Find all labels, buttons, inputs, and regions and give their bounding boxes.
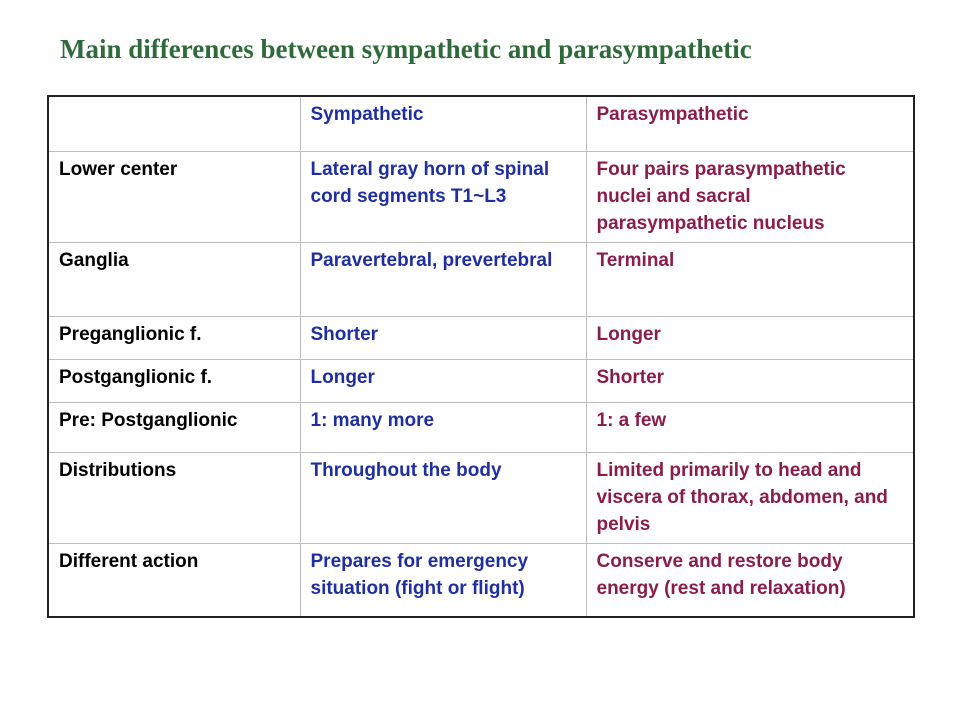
parasympathetic-cell: Four pairs parasympathetic nuclei and sacral parasympathetic nucleus (586, 151, 914, 242)
parasympathetic-cell: 1: a few (586, 402, 914, 452)
row-label: Different action (48, 543, 300, 617)
row-label: Lower center (48, 151, 300, 242)
table-row (48, 359, 914, 402)
sympathetic-cell: Lateral gray horn of spinal cord segments T1~L3 (300, 151, 586, 242)
row-label: Pre: Postganglionic (48, 402, 300, 452)
parasympathetic-cell: Shorter (586, 359, 914, 402)
sympathetic-cell: Throughout the body (300, 452, 586, 543)
header-corner-cell (48, 96, 300, 151)
table-row (48, 452, 914, 543)
table-row (48, 242, 914, 316)
sympathetic-cell: Paravertebral, prevertebral (300, 242, 586, 316)
parasympathetic-cell: Terminal (586, 242, 914, 316)
sympathetic-cell: 1: many more (300, 402, 586, 452)
header-sympathetic: Sympathetic (300, 96, 586, 151)
table-header-row (48, 96, 914, 151)
row-label: Distributions (48, 452, 300, 543)
sympathetic-cell: Prepares for emergency situation (fight or flight) (300, 543, 586, 617)
row-label: Ganglia (48, 242, 300, 316)
comparison-table (47, 95, 915, 618)
table-row (48, 543, 914, 617)
table-row (48, 316, 914, 359)
slide-title: Main differences between sympathetic and parasympathetic (60, 34, 752, 64)
parasympathetic-cell: Limited primarily to head and viscera of thorax, abdomen, and pelvis (586, 452, 914, 543)
sympathetic-cell: Longer (300, 359, 586, 402)
sympathetic-cell: Shorter (300, 316, 586, 359)
header-parasympathetic: Parasympathetic (586, 96, 914, 151)
table-row (48, 402, 914, 452)
row-label: Preganglionic f. (48, 316, 300, 359)
table-row (48, 151, 914, 242)
parasympathetic-cell: Conserve and restore body energy (rest and relaxation) (586, 543, 914, 617)
row-label: Postganglionic f. (48, 359, 300, 402)
parasympathetic-cell: Longer (586, 316, 914, 359)
